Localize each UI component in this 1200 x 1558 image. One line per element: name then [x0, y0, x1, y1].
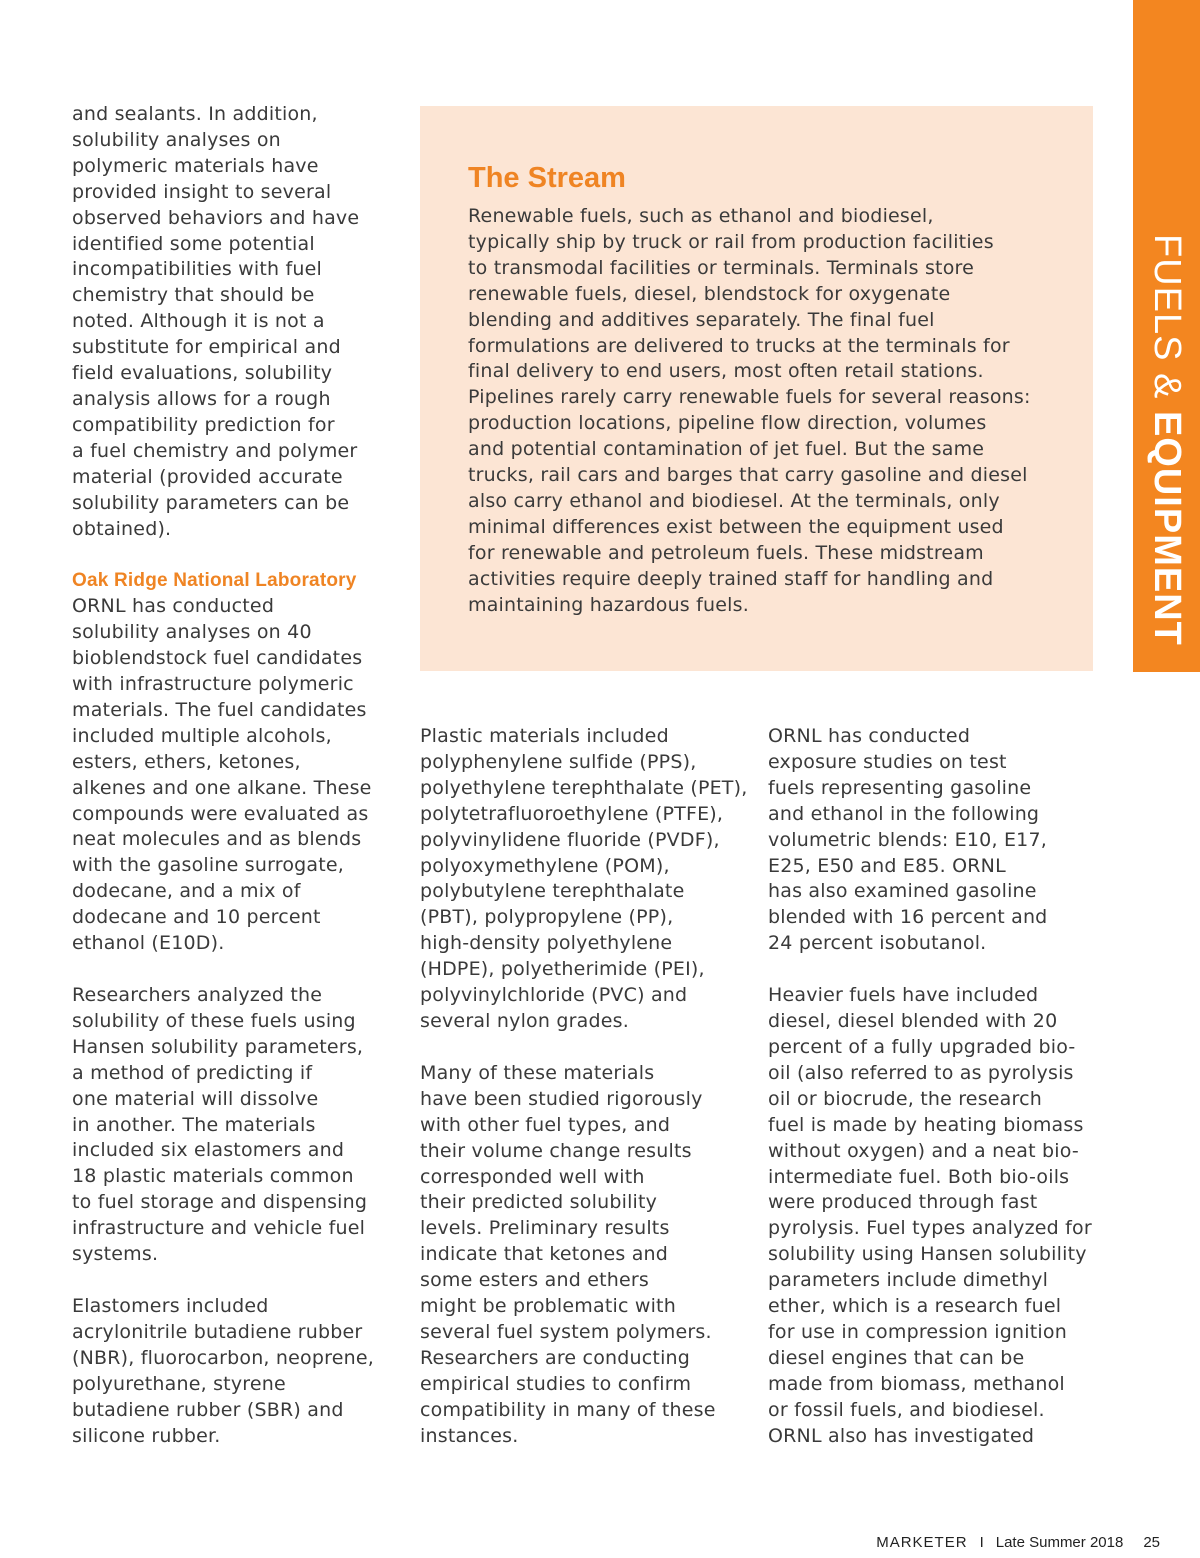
text-line: fuels representing gasoline — [768, 776, 1032, 799]
article-column-3 — [768, 724, 1098, 1475]
text-line: Heavier fuels have included — [768, 984, 1039, 1007]
text-line: Researchers analyzed the — [72, 984, 323, 1006]
text-line: 24 percent isobutanol. — [768, 932, 987, 955]
text-line: with other fuel types, and — [420, 1113, 671, 1136]
col1-paragraph-1 — [72, 102, 402, 542]
col1-paragraph-2-body — [72, 594, 402, 957]
text-line: material (provided accurate — [72, 465, 343, 488]
text-line: silicone rubber. — [72, 1424, 221, 1447]
col2-paragraph-1 — [420, 724, 750, 1035]
text-line: levels. Preliminary results — [420, 1217, 670, 1240]
text-line: and sealants. In addition, — [72, 103, 318, 125]
text-line: trucks, rail cars and barges that carry gasoline and diesel — [468, 464, 1028, 487]
text-line: formulations are delivered to trucks at the terminals for — [468, 334, 1010, 357]
text-line: compatibility in many of these — [420, 1398, 716, 1421]
text-line: production locations, pipeline flow direction, volumes — [468, 412, 987, 435]
text-line: some esters and ethers — [420, 1269, 650, 1292]
section-subhead: Oak Ridge National Laboratory — [72, 570, 357, 592]
text-line: chemistry that should be — [72, 284, 315, 307]
text-line: exposure studies on test — [768, 750, 1007, 773]
text-line: blending and additives separately. The final fuel — [468, 308, 935, 331]
text-line: E25, E50 and E85. ORNL — [768, 854, 1006, 877]
text-line: volumetric blends: E10, E17, — [768, 828, 1047, 851]
text-line: solubility of these fuels using — [72, 1009, 356, 1032]
text-line: intermediate fuel. Both bio-oils — [768, 1165, 1070, 1188]
text-line: might be problematic with — [420, 1295, 676, 1318]
text-line: substitute for empirical and — [72, 336, 341, 359]
text-line: infrastructure and vehicle fuel — [72, 1217, 366, 1240]
text-line: ORNL also has investigated — [768, 1424, 1035, 1447]
text-line: butadiene rubber (SBR) and — [72, 1398, 344, 1421]
text-line: solubility analyses on — [72, 128, 281, 151]
text-line: polybutylene terephthalate — [420, 880, 685, 903]
text-line: maintaining hazardous fuels. — [468, 593, 749, 616]
text-line: Plastic materials included — [420, 725, 669, 747]
section-tab-label-bold: EQUIPMENT — [1146, 410, 1188, 646]
text-line: polyvinylchloride (PVC) and — [420, 984, 688, 1007]
text-line: polyphenylene sulfide (PPS), — [420, 750, 697, 773]
text-line: corresponded well with — [420, 1165, 645, 1188]
text-line: identified some potential — [72, 232, 315, 255]
text-line: parameters include dimethyl — [768, 1269, 1049, 1292]
text-line: 18 plastic materials common — [72, 1165, 354, 1188]
sidebar-title: The Stream — [468, 162, 626, 194]
text-line: made from biomass, methanol — [768, 1372, 1065, 1395]
text-line: have been studied rigorously — [420, 1087, 703, 1110]
text-line: solubility analyses on 40 — [72, 621, 312, 644]
text-line: esters, ethers, ketones, — [72, 750, 301, 773]
footer-separator: I — [979, 1534, 984, 1551]
text-line: one material will dissolve — [72, 1087, 319, 1110]
text-line: Hansen solubility parameters, — [72, 1035, 364, 1058]
issue-date: Late Summer 2018 — [995, 1534, 1124, 1551]
text-line: alkenes and one alkane. These — [72, 776, 372, 799]
text-line: polymeric materials have — [72, 154, 319, 177]
text-line: Elastomers included — [72, 1294, 269, 1317]
text-line: ether, which is a research fuel — [768, 1295, 1062, 1318]
text-line: for use in compression ignition — [768, 1320, 1067, 1343]
text-line: several nylon grades. — [420, 1009, 629, 1032]
text-line: and potential contamination of jet fuel. But the same — [468, 438, 985, 461]
text-line: with infrastructure polymeric — [72, 673, 354, 696]
text-line: a method of predicting if — [72, 1061, 313, 1084]
text-line: obtained). — [72, 517, 172, 540]
text-line: polyoxymethylene (POM), — [420, 854, 670, 877]
text-line: and ethanol in the following — [768, 802, 1040, 825]
col3-paragraph-1 — [768, 724, 1098, 957]
text-line: systems. — [72, 1243, 159, 1266]
text-line: included multiple alcohols, — [72, 724, 332, 747]
text-line: also carry ethanol and biodiesel. At the terminals, only — [468, 489, 1000, 512]
text-line: their predicted solubility — [420, 1191, 658, 1214]
col2-paragraph-2 — [420, 1061, 750, 1450]
text-line: renewable fuels, diesel, blendstock for oxygenate — [468, 282, 951, 305]
text-line: oil or biocrude, the research — [768, 1087, 1043, 1110]
text-line: percent of a fully upgraded bio- — [768, 1035, 1076, 1058]
text-line: for renewable and petroleum fuels. These midstream — [468, 541, 984, 564]
text-line: diesel, diesel blended with 20 — [768, 1010, 1058, 1033]
text-line: noted. Although it is not a — [72, 310, 325, 333]
text-line: included six elastomers and — [72, 1139, 345, 1162]
text-line: were produced through fast — [768, 1191, 1038, 1214]
text-line: materials. The fuel candidates — [72, 698, 367, 721]
text-line: provided insight to several — [72, 180, 332, 203]
col1-paragraph-3 — [72, 983, 402, 1268]
text-line: has also examined gasoline — [768, 880, 1037, 903]
text-line: compatibility prediction for — [72, 413, 335, 436]
text-line: Researchers are conducting — [420, 1346, 691, 1369]
magazine-name: MARKETER — [876, 1534, 968, 1551]
text-line: Many of these materials — [420, 1061, 655, 1084]
text-line: several fuel system polymers. — [420, 1320, 712, 1343]
text-line: high-density polyethylene — [420, 932, 673, 955]
text-line: ethanol (E10D). — [72, 932, 225, 955]
text-line: final delivery to end users, most often retail stations. — [468, 360, 984, 383]
text-line: analysis allows for a rough — [72, 387, 331, 410]
page-number: 25 — [1143, 1534, 1160, 1551]
text-line: their volume change results — [420, 1139, 692, 1162]
text-line: observed behaviors and have — [72, 206, 360, 229]
text-line: (HDPE), polyetherimide (PEI), — [420, 958, 705, 981]
text-line: diesel engines that can be — [768, 1346, 1025, 1369]
text-line: solubility using Hansen solubility — [768, 1243, 1087, 1266]
text-line: empirical studies to confirm — [420, 1372, 692, 1395]
text-line: blended with 16 percent and — [768, 906, 1048, 929]
sidebar-body — [468, 204, 1068, 619]
text-line: typically ship by truck or rail from production facilities — [468, 230, 994, 253]
section-tab-label — [1133, 234, 1200, 654]
text-line: minimal differences exist between the equipment used — [468, 515, 1004, 538]
col1-paragraph-2 — [72, 568, 402, 957]
text-line: with the gasoline surrogate, — [72, 854, 345, 877]
text-line: neat molecules and as blends — [72, 828, 362, 851]
page-footer — [876, 1534, 1160, 1551]
text-line: fuel is made by heating biomass — [768, 1113, 1084, 1136]
text-line: incompatibilities with fuel — [72, 258, 323, 281]
col1-paragraph-4 — [72, 1294, 402, 1449]
text-line: to fuel storage and dispensing — [72, 1191, 368, 1214]
text-line: or fossil fuels, and biodiesel. — [768, 1398, 1045, 1421]
text-line: activities require deeply trained staff for handling and — [468, 567, 994, 590]
text-line: ORNL has conducted — [768, 725, 971, 747]
text-line: polyvinylidene fluoride (PVDF), — [420, 828, 720, 851]
text-line: compounds were evaluated as — [72, 802, 369, 825]
text-line: polyethylene terephthalate (PET), — [420, 776, 748, 799]
text-line: bioblendstock fuel candidates — [72, 647, 363, 670]
sidebar-box — [420, 106, 1093, 671]
text-line: without oxygen) and a neat bio- — [768, 1139, 1079, 1162]
text-line: to transmodal facilities or terminals. Terminals store — [468, 256, 974, 279]
text-line: Pipelines rarely carry renewable fuels for several reasons: — [468, 386, 1031, 409]
text-line: acrylonitrile butadiene rubber — [72, 1320, 363, 1343]
text-line: polytetrafluoroethylene (PTFE), — [420, 802, 724, 825]
text-line: a fuel chemistry and polymer — [72, 439, 358, 462]
text-line: (PBT), polypropylene (PP), — [420, 906, 674, 929]
text-line: indicate that ketones and — [420, 1243, 669, 1266]
text-line: (NBR), fluorocarbon, neoprene, — [72, 1346, 374, 1369]
text-line: instances. — [420, 1424, 519, 1447]
text-line: pyrolysis. Fuel types analyzed for — [768, 1217, 1092, 1240]
text-line: Renewable fuels, such as ethanol and biodiesel, — [468, 205, 934, 227]
text-line: solubility parameters can be — [72, 491, 350, 514]
text-line: oil (also referred to as pyrolysis — [768, 1061, 1074, 1084]
section-tab-label-light: FUELS & — [1146, 234, 1188, 411]
text-line: field evaluations, solubility — [72, 362, 333, 385]
text-line: polyurethane, styrene — [72, 1372, 286, 1395]
text-line: dodecane and 10 percent — [72, 906, 321, 929]
text-line: ORNL has conducted — [72, 595, 275, 618]
article-column-2 — [420, 724, 750, 1475]
text-line: dodecane, and a mix of — [72, 880, 301, 903]
text-line: in another. The materials — [72, 1113, 316, 1136]
article-column-1 — [72, 102, 402, 1475]
col3-paragraph-2 — [768, 983, 1098, 1449]
